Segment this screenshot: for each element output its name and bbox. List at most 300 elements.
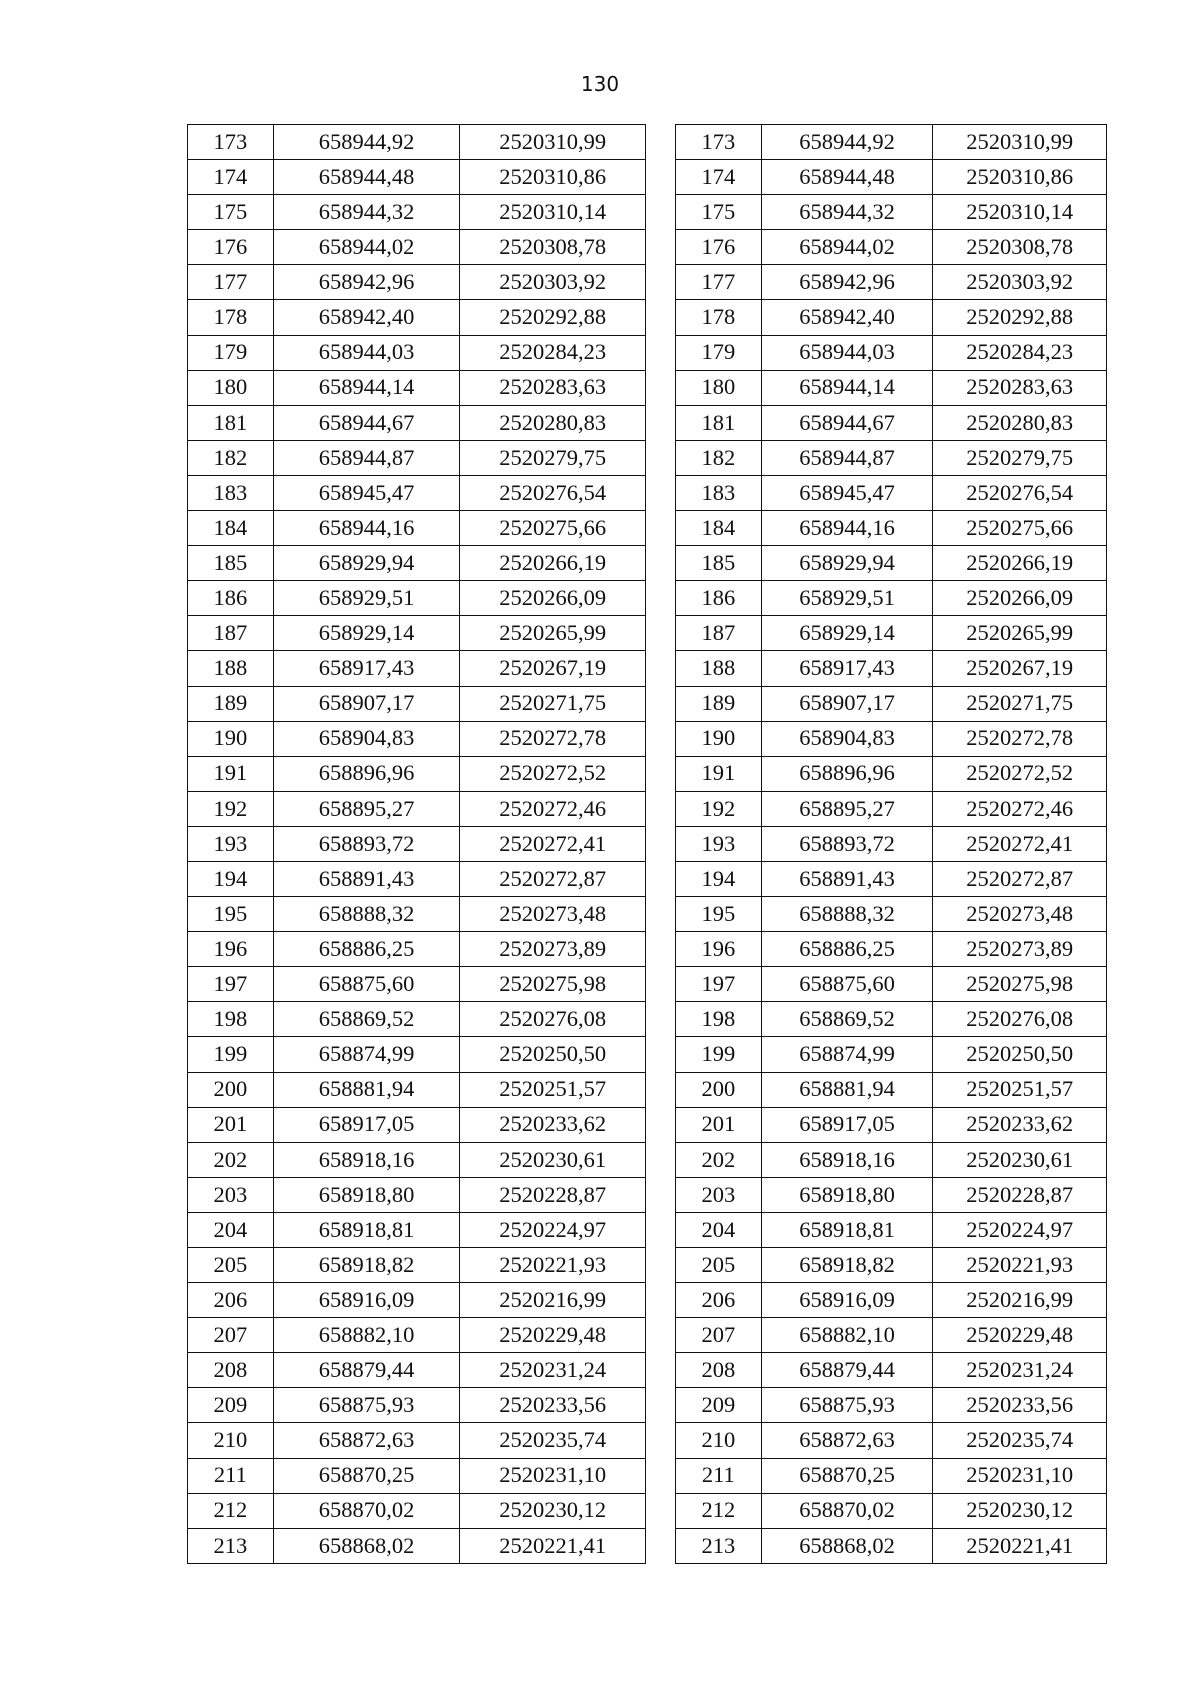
point-number-cell: 184 [188, 511, 274, 546]
y-coordinate-cell: 2520231,24 [460, 1353, 646, 1388]
table-row [676, 1388, 1107, 1423]
y-coordinate-cell: 2520272,78 [460, 721, 646, 756]
y-coordinate-cell: 2520279,75 [460, 440, 646, 475]
table-row [676, 370, 1107, 405]
x-coordinate-cell: 658869,52 [273, 1002, 460, 1037]
point-number-cell: 177 [676, 265, 762, 300]
y-coordinate-cell: 2520284,23 [933, 335, 1107, 370]
x-coordinate-cell: 658944,32 [761, 195, 933, 230]
table-row [188, 1107, 646, 1142]
x-coordinate-cell: 658870,25 [273, 1458, 460, 1493]
point-number-cell: 177 [188, 265, 274, 300]
point-number-cell: 207 [188, 1318, 274, 1353]
point-number-cell: 212 [676, 1493, 762, 1528]
y-coordinate-cell: 2520250,50 [460, 1037, 646, 1072]
x-coordinate-cell: 658870,02 [273, 1493, 460, 1528]
y-coordinate-cell: 2520230,12 [460, 1493, 646, 1528]
table-row [676, 1528, 1107, 1563]
point-number-cell: 183 [188, 475, 274, 510]
point-number-cell: 189 [188, 686, 274, 721]
y-coordinate-cell: 2520216,99 [460, 1283, 646, 1318]
point-number-cell: 180 [676, 370, 762, 405]
table-row [676, 1458, 1107, 1493]
table-row [676, 160, 1107, 195]
x-coordinate-cell: 658918,80 [273, 1177, 460, 1212]
table-row [188, 932, 646, 967]
table-row [676, 1002, 1107, 1037]
table-row [188, 897, 646, 932]
point-number-cell: 191 [188, 756, 274, 791]
table-row [188, 1212, 646, 1247]
point-number-cell: 175 [676, 195, 762, 230]
y-coordinate-cell: 2520308,78 [933, 230, 1107, 265]
table-row [676, 581, 1107, 616]
y-coordinate-cell: 2520279,75 [933, 440, 1107, 475]
point-number-cell: 210 [676, 1423, 762, 1458]
x-coordinate-cell: 658929,51 [761, 581, 933, 616]
table-row [676, 932, 1107, 967]
table-row [188, 1528, 646, 1563]
table-row [676, 125, 1107, 160]
point-number-cell: 174 [676, 160, 762, 195]
y-coordinate-cell: 2520275,98 [933, 967, 1107, 1002]
x-coordinate-cell: 658918,82 [273, 1248, 460, 1283]
table-row [188, 1388, 646, 1423]
x-coordinate-cell: 658872,63 [761, 1423, 933, 1458]
x-coordinate-cell: 658944,87 [761, 440, 933, 475]
point-number-cell: 193 [188, 826, 274, 861]
point-number-cell: 178 [676, 300, 762, 335]
point-number-cell: 180 [188, 370, 274, 405]
x-coordinate-cell: 658944,14 [273, 370, 460, 405]
point-number-cell: 188 [188, 651, 274, 686]
point-number-cell: 197 [188, 967, 274, 1002]
y-coordinate-cell: 2520233,62 [460, 1107, 646, 1142]
y-coordinate-cell: 2520251,57 [933, 1072, 1107, 1107]
x-coordinate-cell: 658886,25 [273, 932, 460, 967]
table-row [188, 826, 646, 861]
x-coordinate-cell: 658917,43 [273, 651, 460, 686]
table-row [676, 1493, 1107, 1528]
table-row [676, 230, 1107, 265]
point-number-cell: 205 [188, 1248, 274, 1283]
table-row [188, 195, 646, 230]
y-coordinate-cell: 2520303,92 [933, 265, 1107, 300]
table-body-right [676, 125, 1107, 1564]
table-row [188, 440, 646, 475]
x-coordinate-cell: 658870,25 [761, 1458, 933, 1493]
x-coordinate-cell: 658944,16 [761, 511, 933, 546]
y-coordinate-cell: 2520276,54 [460, 475, 646, 510]
x-coordinate-cell: 658896,96 [761, 756, 933, 791]
table-row [676, 967, 1107, 1002]
x-coordinate-cell: 658944,67 [761, 405, 933, 440]
table-row [188, 230, 646, 265]
x-coordinate-cell: 658917,05 [761, 1107, 933, 1142]
y-coordinate-cell: 2520231,10 [933, 1458, 1107, 1493]
y-coordinate-cell: 2520221,41 [460, 1528, 646, 1563]
y-coordinate-cell: 2520273,48 [933, 897, 1107, 932]
y-coordinate-cell: 2520266,09 [460, 581, 646, 616]
table-row [188, 1318, 646, 1353]
x-coordinate-cell: 658881,94 [761, 1072, 933, 1107]
y-coordinate-cell: 2520271,75 [460, 686, 646, 721]
x-coordinate-cell: 658945,47 [273, 475, 460, 510]
table-row [188, 405, 646, 440]
x-coordinate-cell: 658895,27 [761, 791, 933, 826]
y-coordinate-cell: 2520221,93 [460, 1248, 646, 1283]
table-row [188, 125, 646, 160]
table-row [188, 756, 646, 791]
y-coordinate-cell: 2520267,19 [933, 651, 1107, 686]
point-number-cell: 173 [676, 125, 762, 160]
table-row [676, 1318, 1107, 1353]
x-coordinate-cell: 658874,99 [761, 1037, 933, 1072]
point-number-cell: 179 [188, 335, 274, 370]
y-coordinate-cell: 2520275,66 [460, 511, 646, 546]
table-row [676, 1423, 1107, 1458]
y-coordinate-cell: 2520272,87 [933, 861, 1107, 896]
point-number-cell: 208 [676, 1353, 762, 1388]
y-coordinate-cell: 2520231,10 [460, 1458, 646, 1493]
point-number-cell: 191 [676, 756, 762, 791]
table-row [188, 1002, 646, 1037]
point-number-cell: 187 [188, 616, 274, 651]
point-number-cell: 185 [188, 546, 274, 581]
x-coordinate-cell: 658945,47 [761, 475, 933, 510]
table-row [676, 511, 1107, 546]
x-coordinate-cell: 658944,16 [273, 511, 460, 546]
y-coordinate-cell: 2520272,46 [460, 791, 646, 826]
table-row [188, 651, 646, 686]
table-row [188, 1283, 646, 1318]
table-row [188, 160, 646, 195]
y-coordinate-cell: 2520292,88 [933, 300, 1107, 335]
y-coordinate-cell: 2520235,74 [460, 1423, 646, 1458]
point-number-cell: 189 [676, 686, 762, 721]
point-number-cell: 204 [676, 1212, 762, 1247]
table-row [188, 721, 646, 756]
table-row [188, 581, 646, 616]
x-coordinate-cell: 658895,27 [273, 791, 460, 826]
x-coordinate-cell: 658893,72 [273, 826, 460, 861]
x-coordinate-cell: 658868,02 [761, 1528, 933, 1563]
point-number-cell: 203 [676, 1177, 762, 1212]
x-coordinate-cell: 658917,43 [761, 651, 933, 686]
point-number-cell: 173 [188, 125, 274, 160]
table-row [676, 616, 1107, 651]
x-coordinate-cell: 658916,09 [761, 1283, 933, 1318]
x-coordinate-cell: 658879,44 [761, 1353, 933, 1388]
y-coordinate-cell: 2520292,88 [460, 300, 646, 335]
point-number-cell: 190 [676, 721, 762, 756]
point-number-cell: 203 [188, 1177, 274, 1212]
y-coordinate-cell: 2520228,87 [933, 1177, 1107, 1212]
point-number-cell: 197 [676, 967, 762, 1002]
x-coordinate-cell: 658929,94 [273, 546, 460, 581]
table-row [676, 300, 1107, 335]
x-coordinate-cell: 658891,43 [761, 861, 933, 896]
y-coordinate-cell: 2520229,48 [933, 1318, 1107, 1353]
y-coordinate-cell: 2520273,48 [460, 897, 646, 932]
y-coordinate-cell: 2520310,86 [933, 160, 1107, 195]
x-coordinate-cell: 658944,92 [273, 125, 460, 160]
y-coordinate-cell: 2520233,62 [933, 1107, 1107, 1142]
y-coordinate-cell: 2520271,75 [933, 686, 1107, 721]
table-row [188, 686, 646, 721]
point-number-cell: 193 [676, 826, 762, 861]
table-row [188, 1142, 646, 1177]
x-coordinate-cell: 658869,52 [761, 1002, 933, 1037]
x-coordinate-cell: 658944,48 [761, 160, 933, 195]
point-number-cell: 182 [676, 440, 762, 475]
point-number-cell: 183 [676, 475, 762, 510]
x-coordinate-cell: 658929,14 [273, 616, 460, 651]
x-coordinate-cell: 658886,25 [761, 932, 933, 967]
point-number-cell: 199 [188, 1037, 274, 1072]
x-coordinate-cell: 658929,51 [273, 581, 460, 616]
y-coordinate-cell: 2520229,48 [460, 1318, 646, 1353]
y-coordinate-cell: 2520224,97 [460, 1212, 646, 1247]
point-number-cell: 211 [188, 1458, 274, 1493]
y-coordinate-cell: 2520308,78 [460, 230, 646, 265]
x-coordinate-cell: 658907,17 [761, 686, 933, 721]
x-coordinate-cell: 658868,02 [273, 1528, 460, 1563]
point-number-cell: 201 [188, 1107, 274, 1142]
point-number-cell: 201 [676, 1107, 762, 1142]
page-number: 130 [580, 72, 620, 96]
y-coordinate-cell: 2520310,99 [460, 125, 646, 160]
point-number-cell: 204 [188, 1212, 274, 1247]
y-coordinate-cell: 2520275,66 [933, 511, 1107, 546]
x-coordinate-cell: 658942,96 [761, 265, 933, 300]
x-coordinate-cell: 658944,02 [761, 230, 933, 265]
point-number-cell: 192 [676, 791, 762, 826]
table-row [188, 861, 646, 896]
table-row [676, 651, 1107, 686]
point-number-cell: 184 [676, 511, 762, 546]
point-number-cell: 196 [188, 932, 274, 967]
y-coordinate-cell: 2520266,19 [933, 546, 1107, 581]
y-coordinate-cell: 2520310,14 [460, 195, 646, 230]
table-row [188, 546, 646, 581]
coordinates-table-right [675, 124, 1107, 1564]
point-number-cell: 200 [676, 1072, 762, 1107]
point-number-cell: 202 [188, 1142, 274, 1177]
table-row [188, 967, 646, 1002]
point-number-cell: 186 [188, 581, 274, 616]
y-coordinate-cell: 2520265,99 [460, 616, 646, 651]
table-row [676, 1177, 1107, 1212]
table-row [676, 721, 1107, 756]
x-coordinate-cell: 658875,60 [761, 967, 933, 1002]
point-number-cell: 176 [676, 230, 762, 265]
table-row [188, 335, 646, 370]
point-number-cell: 209 [676, 1388, 762, 1423]
table-row [188, 511, 646, 546]
x-coordinate-cell: 658944,67 [273, 405, 460, 440]
y-coordinate-cell: 2520280,83 [460, 405, 646, 440]
point-number-cell: 200 [188, 1072, 274, 1107]
table-row [188, 1458, 646, 1493]
point-number-cell: 195 [676, 897, 762, 932]
table-row [188, 1177, 646, 1212]
y-coordinate-cell: 2520265,99 [933, 616, 1107, 651]
x-coordinate-cell: 658918,81 [273, 1212, 460, 1247]
x-coordinate-cell: 658916,09 [273, 1283, 460, 1318]
y-coordinate-cell: 2520272,52 [460, 756, 646, 791]
point-number-cell: 198 [188, 1002, 274, 1037]
x-coordinate-cell: 658875,60 [273, 967, 460, 1002]
x-coordinate-cell: 658918,16 [761, 1142, 933, 1177]
y-coordinate-cell: 2520284,23 [460, 335, 646, 370]
x-coordinate-cell: 658882,10 [273, 1318, 460, 1353]
point-number-cell: 212 [188, 1493, 274, 1528]
table-row [188, 1037, 646, 1072]
point-number-cell: 199 [676, 1037, 762, 1072]
point-number-cell: 174 [188, 160, 274, 195]
x-coordinate-cell: 658874,99 [273, 1037, 460, 1072]
y-coordinate-cell: 2520303,92 [460, 265, 646, 300]
table-row [676, 756, 1107, 791]
y-coordinate-cell: 2520272,46 [933, 791, 1107, 826]
point-number-cell: 179 [676, 335, 762, 370]
table-row [676, 1142, 1107, 1177]
x-coordinate-cell: 658942,40 [761, 300, 933, 335]
x-coordinate-cell: 658872,63 [273, 1423, 460, 1458]
y-coordinate-cell: 2520276,08 [933, 1002, 1107, 1037]
x-coordinate-cell: 658881,94 [273, 1072, 460, 1107]
table-row [676, 791, 1107, 826]
table-row [188, 616, 646, 651]
y-coordinate-cell: 2520228,87 [460, 1177, 646, 1212]
table-row [676, 861, 1107, 896]
point-number-cell: 187 [676, 616, 762, 651]
table-row [188, 475, 646, 510]
point-number-cell: 190 [188, 721, 274, 756]
point-number-cell: 181 [188, 405, 274, 440]
x-coordinate-cell: 658891,43 [273, 861, 460, 896]
table-row [676, 440, 1107, 475]
table-row [676, 405, 1107, 440]
y-coordinate-cell: 2520231,24 [933, 1353, 1107, 1388]
y-coordinate-cell: 2520251,57 [460, 1072, 646, 1107]
y-coordinate-cell: 2520233,56 [933, 1388, 1107, 1423]
point-number-cell: 186 [676, 581, 762, 616]
y-coordinate-cell: 2520272,78 [933, 721, 1107, 756]
point-number-cell: 182 [188, 440, 274, 475]
point-number-cell: 195 [188, 897, 274, 932]
y-coordinate-cell: 2520216,99 [933, 1283, 1107, 1318]
point-number-cell: 192 [188, 791, 274, 826]
table-row [188, 300, 646, 335]
y-coordinate-cell: 2520310,99 [933, 125, 1107, 160]
x-coordinate-cell: 658944,32 [273, 195, 460, 230]
y-coordinate-cell: 2520235,74 [933, 1423, 1107, 1458]
y-coordinate-cell: 2520233,56 [460, 1388, 646, 1423]
table-row [676, 195, 1107, 230]
coordinates-table-left [187, 124, 646, 1564]
table-row [188, 1423, 646, 1458]
table-row [676, 546, 1107, 581]
y-coordinate-cell: 2520272,87 [460, 861, 646, 896]
y-coordinate-cell: 2520276,54 [933, 475, 1107, 510]
y-coordinate-cell: 2520230,12 [933, 1493, 1107, 1528]
y-coordinate-cell: 2520221,93 [933, 1248, 1107, 1283]
y-coordinate-cell: 2520272,41 [460, 826, 646, 861]
x-coordinate-cell: 658888,32 [273, 897, 460, 932]
point-number-cell: 213 [676, 1528, 762, 1563]
x-coordinate-cell: 658875,93 [761, 1388, 933, 1423]
point-number-cell: 188 [676, 651, 762, 686]
x-coordinate-cell: 658944,48 [273, 160, 460, 195]
y-coordinate-cell: 2520310,86 [460, 160, 646, 195]
y-coordinate-cell: 2520250,50 [933, 1037, 1107, 1072]
table-row [188, 791, 646, 826]
y-coordinate-cell: 2520283,63 [460, 370, 646, 405]
table-row [676, 1107, 1107, 1142]
table-row [188, 1493, 646, 1528]
point-number-cell: 208 [188, 1353, 274, 1388]
y-coordinate-cell: 2520273,89 [933, 932, 1107, 967]
table-row [676, 1248, 1107, 1283]
table-row [676, 1072, 1107, 1107]
x-coordinate-cell: 658944,03 [273, 335, 460, 370]
point-number-cell: 176 [188, 230, 274, 265]
table-row [188, 265, 646, 300]
y-coordinate-cell: 2520230,61 [933, 1142, 1107, 1177]
table-body-left [188, 125, 646, 1564]
x-coordinate-cell: 658944,14 [761, 370, 933, 405]
y-coordinate-cell: 2520280,83 [933, 405, 1107, 440]
point-number-cell: 206 [188, 1283, 274, 1318]
x-coordinate-cell: 658918,80 [761, 1177, 933, 1212]
x-coordinate-cell: 658888,32 [761, 897, 933, 932]
point-number-cell: 205 [676, 1248, 762, 1283]
point-number-cell: 209 [188, 1388, 274, 1423]
x-coordinate-cell: 658875,93 [273, 1388, 460, 1423]
point-number-cell: 185 [676, 546, 762, 581]
x-coordinate-cell: 658904,83 [273, 721, 460, 756]
table-row [188, 370, 646, 405]
x-coordinate-cell: 658904,83 [761, 721, 933, 756]
table-row [188, 1248, 646, 1283]
point-number-cell: 178 [188, 300, 274, 335]
y-coordinate-cell: 2520267,19 [460, 651, 646, 686]
point-number-cell: 207 [676, 1318, 762, 1353]
y-coordinate-cell: 2520266,09 [933, 581, 1107, 616]
x-coordinate-cell: 658918,16 [273, 1142, 460, 1177]
x-coordinate-cell: 658893,72 [761, 826, 933, 861]
y-coordinate-cell: 2520283,63 [933, 370, 1107, 405]
x-coordinate-cell: 658942,96 [273, 265, 460, 300]
x-coordinate-cell: 658917,05 [273, 1107, 460, 1142]
table-row [188, 1072, 646, 1107]
x-coordinate-cell: 658896,96 [273, 756, 460, 791]
point-number-cell: 206 [676, 1283, 762, 1318]
table-row [676, 1353, 1107, 1388]
y-coordinate-cell: 2520221,41 [933, 1528, 1107, 1563]
y-coordinate-cell: 2520230,61 [460, 1142, 646, 1177]
y-coordinate-cell: 2520273,89 [460, 932, 646, 967]
x-coordinate-cell: 658918,82 [761, 1248, 933, 1283]
point-number-cell: 202 [676, 1142, 762, 1177]
table-row [676, 475, 1107, 510]
point-number-cell: 181 [676, 405, 762, 440]
table-row [676, 897, 1107, 932]
table-row [676, 1283, 1107, 1318]
point-number-cell: 211 [676, 1458, 762, 1493]
